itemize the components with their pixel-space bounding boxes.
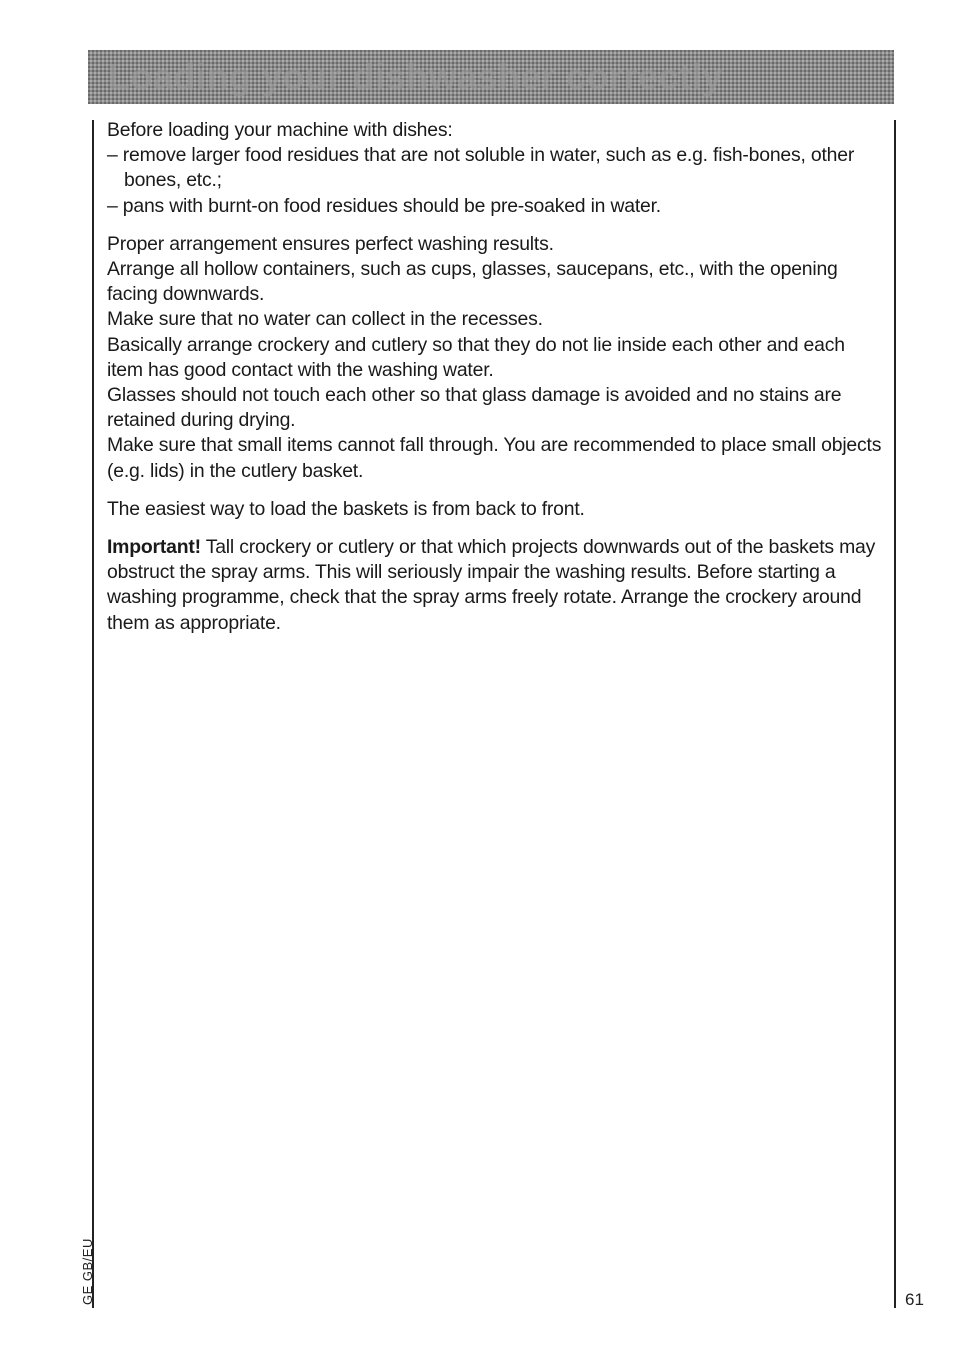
left-margin-rule <box>92 120 94 1308</box>
right-margin-rule <box>894 120 896 1308</box>
important-note <box>107 535 882 636</box>
region-code: GE GB/EU <box>80 1238 95 1305</box>
arrangement-line: Glasses should not touch each other so that glass damage is avoided and no stains are retained during drying. <box>107 384 842 432</box>
important-label: Important! <box>107 536 201 559</box>
section-title-bar <box>88 50 894 104</box>
page-number: 61 <box>905 1290 924 1309</box>
arrangement-line: Make sure that small items cannot fall through. You are recommended to place small objects (e.g. lids) in the cutlery basket. <box>107 434 882 482</box>
intro-item: – pans with burnt-on food residues should be pre-soaked in water. <box>107 194 661 217</box>
loading-tip: The easiest way to load the baskets is from back to front. <box>107 497 585 520</box>
body-text <box>107 118 882 636</box>
arrangement-line: Proper arrangement ensures perfect washing results. <box>107 232 554 255</box>
arrangement-line: Arrange all hollow containers, such as cups, glasses, saucepans, etc., with the opening facing downwards. <box>107 258 838 306</box>
section-title: Loading your dishwasher correctly <box>108 56 723 97</box>
important-text: Tall crockery or cutlery or that which projects downwards out of the baskets may obstruct the spray arms. This will seriously impair the washing results. Before starting a washing programme, check that the spray arms freely rotate. Arrange the crockery around them as appropriate. <box>107 536 876 634</box>
intro-lead: Before loading your machine with dishes: <box>107 119 453 141</box>
intro-item: – remove larger food residues that are not soluble in water, such as e.g. fish-bones, other bones, etc.; <box>107 144 855 192</box>
arrangement-line: Basically arrange crockery and cutlery so that they do not lie inside each other and each item has good contact with the washing water. <box>107 333 845 381</box>
arrangement-line: Make sure that no water can collect in the recesses. <box>107 308 543 331</box>
